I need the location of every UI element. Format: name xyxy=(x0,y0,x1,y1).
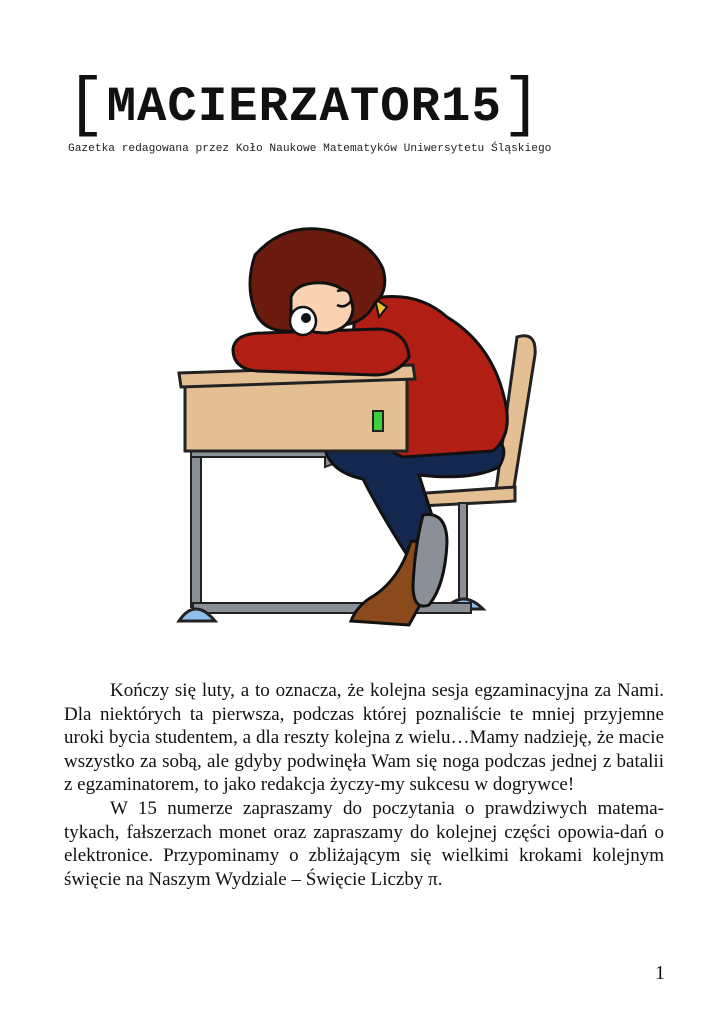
article-body xyxy=(64,679,664,891)
desk xyxy=(179,365,415,451)
student-arm xyxy=(233,329,409,375)
newsletter-title: MACIERZATOR15 xyxy=(106,79,502,135)
page-number: 1 xyxy=(655,962,665,984)
bracket-open: [ xyxy=(66,68,107,143)
article-paragraph: Kończy się luty, a to oznacza, że kolejna sesja egzaminacyjna za Nami. Dla niektórych ta pierwsza, podczas której poznaliście te mniej przyjemne uroki bycia studentem, a dla reszty kolejna z wielu…Mamy nadzieję, że macie wszystko za sobą, ale gdyby podwinęła Wam się noga podczas jednej z batalii z egzaminatorem, to jako redakcja życzy-my sukcesu w dogrywce! xyxy=(64,680,664,796)
masthead-title xyxy=(66,68,666,143)
student-sleeping-at-desk-illustration xyxy=(175,225,555,635)
article-paragraph: W 15 numerze zapraszamy do poczytania o prawdziwych matema-tykach, fałszerzach monet oraz zapraszamy do kolejnej części opowia-dań o elektronice. Przypominamy o zbliżającym się wielkimi krokami kolejnym święcie na Naszym Wydziale – Święcie Liczby π. xyxy=(64,797,664,890)
bracket-close: ] xyxy=(501,68,543,143)
masthead-subtitle: Gazetka redagowana przez Koło Naukowe Matematyków Uniwersytetu Śląskiego xyxy=(68,143,552,155)
